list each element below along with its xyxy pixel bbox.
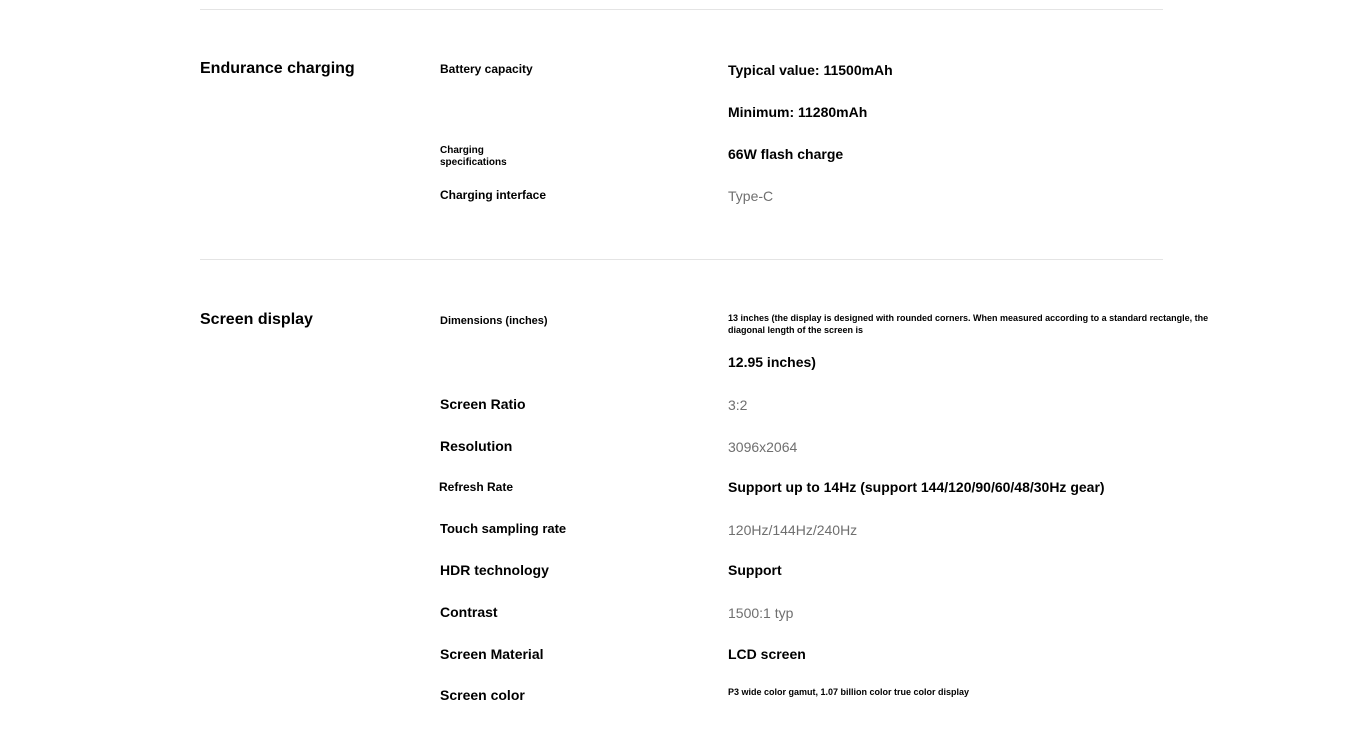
spec-value-charging-interface: Type-C (728, 188, 774, 204)
spec-value-screen-color: P3 wide color gamut, 1.07 billion color true color display (728, 687, 970, 697)
spec-label-contrast: Contrast (440, 604, 498, 620)
spec-label-battery-capacity: Battery capacity (440, 62, 533, 76)
spec-value-screen-ratio: 3:2 (728, 397, 748, 413)
spec-label-screen-ratio: Screen Ratio (440, 396, 526, 412)
spec-label-touch-sampling-rate: Touch sampling rate (440, 521, 567, 536)
spec-label-refresh-rate: Refresh Rate (439, 480, 514, 494)
spec-label-screen-material: Screen Material (440, 646, 544, 662)
spec-label-charging-interface: Charging interface (440, 188, 547, 202)
spec-value-contrast: 1500:1 typ (728, 605, 794, 621)
section-title: Endurance charging (200, 60, 355, 77)
spec-value-refresh-rate: Support up to 14Hz (support 144/120/90/60/48/30Hz gear) (728, 479, 1105, 495)
spec-value-touch-sampling-rate: 120Hz/144Hz/240Hz (728, 522, 858, 538)
spec-value-battery-typical: Typical value: 11500mAh (728, 62, 893, 78)
spec-value-dimensions-size: 12.95 inches) (728, 354, 816, 370)
spec-value-battery-minimum: Minimum: 11280mAh (728, 104, 868, 120)
spec-value-dimensions-note: 13 inches (the display is designed with rounded corners. When measured according to a standard rectangle, the diagonal length of the screen is (728, 313, 1209, 335)
top-divider (200, 9, 1163, 10)
spec-label-dimensions: Dimensions (inches) (440, 315, 548, 327)
spec-value-charging-specifications: 66W flash charge (728, 146, 844, 162)
section-title: Screen display (200, 311, 313, 328)
spec-label-resolution: Resolution (440, 438, 513, 454)
spec-label-screen-color: Screen color (440, 687, 525, 703)
spec-label-hdr-technology: HDR technology (440, 562, 549, 578)
spec-value-screen-material: LCD screen (728, 646, 806, 662)
spec-value-hdr-technology: Support (728, 562, 782, 578)
spec-value-resolution: 3096x2064 (728, 439, 798, 455)
section-divider (200, 259, 1163, 260)
spec-label-charging-specifications: Charging specifications (440, 145, 507, 168)
